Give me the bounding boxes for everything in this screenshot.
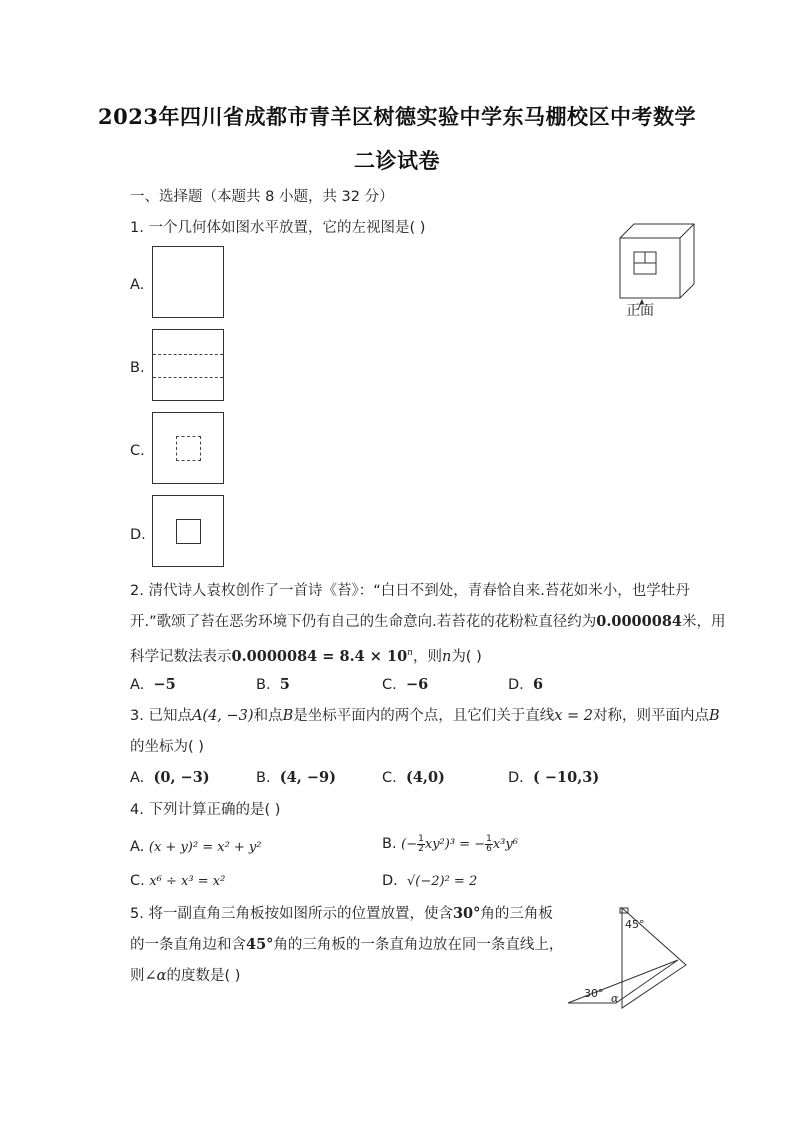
front-face-caption: 正面 [626,303,654,319]
question-1-stem: 1. 一个几何体如图水平放置，它的左视图是( ) [130,220,426,236]
q4-option-d[interactable]: D. √(−2)² = 2 [382,873,478,889]
label-alpha: α [611,992,619,1005]
q1-option-a-figure[interactable] [152,246,224,318]
dashed-line-upper [153,354,223,355]
triangles-figure [560,905,700,1015]
q4-option-a[interactable]: A. (x + y)² = x² + y² [130,839,262,855]
q4-option-b[interactable]: B. (− $\frac{1}{2}$ xy²)³ = − $\frac{1}{6}$ x³y⁶ [382,833,518,854]
q3-option-b[interactable]: B. (4, −9) [256,769,336,786]
question-2-line1: 2. 清代诗人袁枚创作了一首诗《苔》：“白日不到处，青春恰自来.苔花如米小，也学牡丹 [130,583,690,599]
label-30: 30° [584,987,604,1000]
section-heading: 一、选择题（本题共 8 小题，共 32 分） [130,189,394,205]
q3-option-c[interactable]: C. (4,0) [382,769,445,786]
q1-option-b-label: B. [130,360,145,376]
question-5-line2: 的一条直角边和含45°角的三角板的一条直角边放在同一条直线上， [130,936,564,953]
q1-option-c-figure[interactable] [152,412,224,484]
page-title-line2: 二诊试卷 [354,148,440,173]
question-5-line1: 5. 将一副直角三角板按如图所示的位置放置，使含30°角的三角板 [130,905,553,922]
q3-option-a[interactable]: A. (0, −3) [130,769,210,786]
q2-option-a[interactable]: A. −5 [130,676,176,693]
solid-inner-square [176,519,201,544]
question-2-line3: 科学记数法表示$0.0000084 = 8.4 \times 10^n$，则n为( ) [130,647,482,665]
q1-option-a-label: A. [130,277,145,293]
q1-option-c-label: C. [130,443,145,459]
dashed-line-lower [153,377,223,378]
label-45: 45° [625,918,645,931]
q1-option-d-label: D. [130,527,146,543]
dashed-inner-square [176,436,201,461]
cube-front-face [620,238,680,298]
question-5-line3: 则∠α的度数是( ) [130,968,241,984]
q1-option-d-figure[interactable] [152,495,224,567]
question-2-line2: 开.”歌颂了苔在恶劣环境下仍有自己的生命意向.若苔花的花粉粒直径约为0.0000084米，用 [130,613,726,630]
q3-option-d[interactable]: D. ( −10,3) [508,769,600,786]
question-4-stem: 4. 下列计算正确的是( ) [130,802,281,818]
fraction-one-half: $\frac{1}{2}$ [418,833,424,854]
question-3-line2: 的坐标为( ) [130,739,204,755]
q2-option-d[interactable]: D. 6 [508,676,544,693]
q1-option-b-figure[interactable] [152,329,224,401]
q4-option-c[interactable]: C. x⁶ ÷ x³ = x² [130,873,226,889]
fraction-one-sixth: $\frac{1}{6}$ [486,833,492,854]
question-3-line1: 3. 已知点A(4, −3)和点B是坐标平面内的两个点，且它们关于直线x = 2对称，则平面内点B [130,708,720,724]
q2-option-b[interactable]: B. 5 [256,676,290,693]
page-title: 2023年四川省成都市青羊区树德实验中学东马棚校区中考数学 [98,104,696,129]
q2-option-c[interactable]: C. −6 [382,676,429,693]
